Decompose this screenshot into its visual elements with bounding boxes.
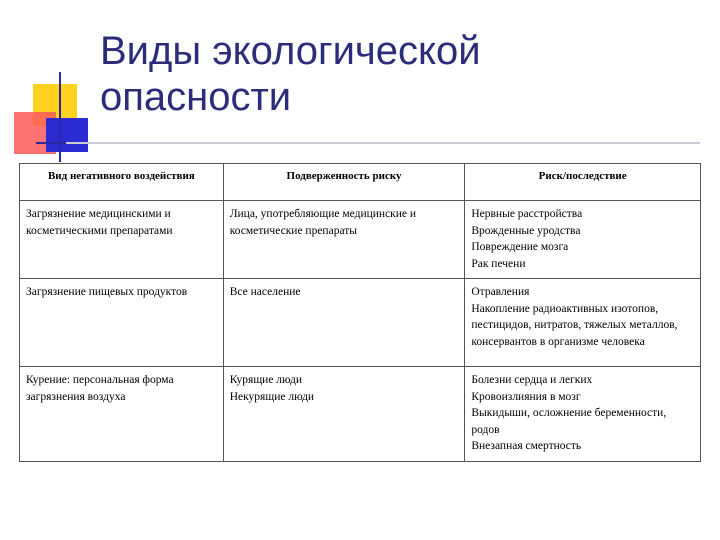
cell-exposure	[223, 367, 465, 462]
consequence-item: Врожденные уродства	[471, 224, 581, 237]
header-impact: Вид негативного воздействия	[20, 164, 224, 201]
consequence-item: Накопление радиоактивных изотопов, пестицидов, нитратов, тяжелых металлов, консервантов в организме человека	[471, 302, 678, 348]
consequence-item: Повреждение мозга	[471, 241, 569, 253]
risk-table	[19, 163, 701, 462]
consequence-item: Выкидыши, осложнение беременности, родов	[471, 407, 667, 436]
consequence-item: Болезни сердца и легких	[471, 374, 593, 386]
cell-consequence	[465, 367, 701, 462]
header-exposure: Подверженность риску	[223, 164, 465, 201]
consequence-item: Рак печени	[471, 257, 526, 270]
consequence-item: Внезапная смертность	[471, 440, 582, 452]
cell-consequence	[465, 201, 701, 279]
table-header-row	[20, 164, 701, 201]
decor-vertical-line	[59, 72, 61, 162]
exposure-item: Некурящие люди	[229, 390, 315, 403]
exposure-item: Лица, употребляющие медицинские и косметические препараты	[229, 208, 417, 237]
consequence-item: Отравления	[471, 286, 530, 298]
table-row	[20, 201, 701, 279]
header-consequence: Риск/последствие	[465, 164, 701, 201]
consequence-item: Нервные расстройства	[471, 208, 583, 220]
cell-impact: Курение: персональная форма загрязнения воздуха	[20, 367, 224, 462]
table-row	[20, 279, 701, 367]
decor-blue-square	[46, 118, 88, 152]
decor-underline-accent	[36, 142, 66, 144]
cell-exposure	[223, 201, 465, 279]
cell-exposure	[223, 279, 465, 367]
table-row	[20, 367, 701, 462]
cell-consequence	[465, 279, 701, 367]
consequence-item: Кровоизлияния в мозг	[471, 390, 581, 403]
exposure-item: Курящие люди	[229, 374, 303, 386]
slide-title-line-2: опасности	[100, 75, 292, 119]
cell-impact: Загрязнение медицинскими и косметическими препаратами	[20, 201, 224, 279]
slide-title-line-1: Виды экологической	[100, 29, 481, 73]
slide-title	[100, 28, 660, 120]
cell-impact: Загрязнение пищевых продуктов	[20, 279, 224, 367]
exposure-item: Все население	[229, 286, 301, 298]
decor-title-underline	[36, 142, 700, 144]
